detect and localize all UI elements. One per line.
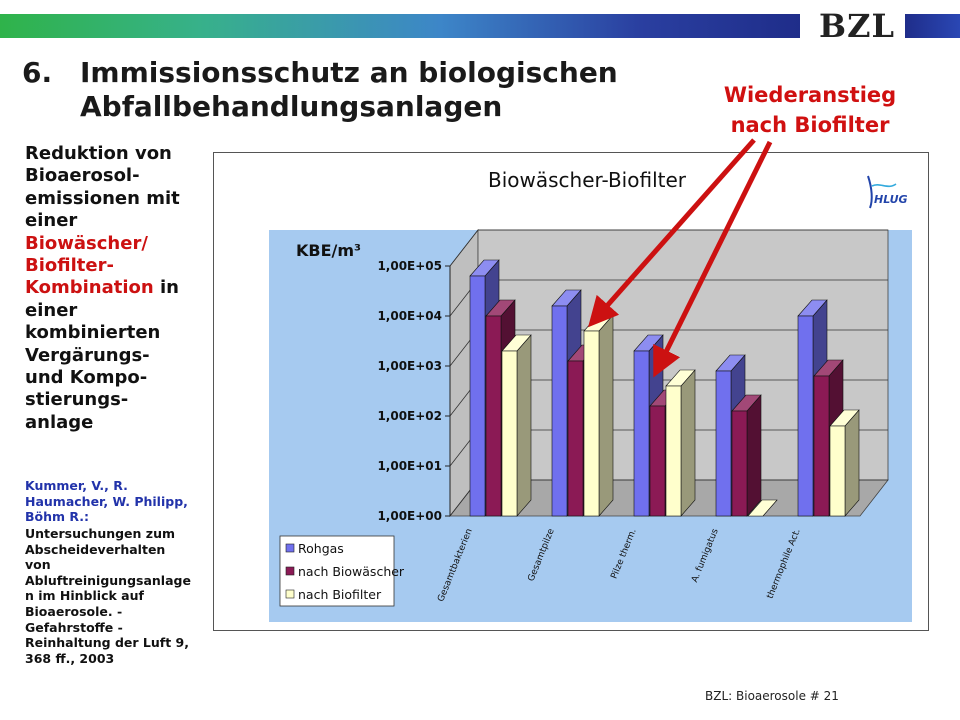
bar-front: [634, 351, 649, 516]
citation-line: Abscheideverhalten: [25, 541, 166, 557]
chart-title: Biowäscher-Biofilter: [487, 168, 687, 192]
citation-line: Gefahrstoffe -: [25, 619, 123, 635]
category-label: Gesamtbakterien: [436, 527, 475, 604]
category-label: thermophile Act.: [765, 527, 803, 601]
citation-line: Reinhaltung der Luft 9,: [25, 635, 189, 651]
citation-line: Böhm R.:: [25, 509, 89, 525]
citation-line: 368 ff., 2003: [25, 650, 115, 666]
bar: [666, 370, 695, 516]
bar: [732, 395, 761, 516]
y-tick-label: 1,00E+00: [377, 509, 442, 523]
category-label: Pilze therm.: [609, 527, 639, 581]
citation-line: von: [25, 557, 51, 573]
bar-front: [814, 376, 829, 516]
bar-side: [747, 395, 761, 516]
legend-label-rohgas: Rohgas: [298, 541, 344, 556]
legend-swatch-biowaescher: [286, 567, 294, 575]
legend-swatch-rohgas: [286, 544, 294, 552]
y-tick-label: 1,00E+03: [377, 359, 442, 373]
desc-highlight: Biowäscher/: [25, 232, 148, 254]
legend-label-biofilter: nach Biofilter: [298, 587, 382, 602]
desc-line: anlage: [25, 411, 94, 433]
bar-front: [716, 371, 731, 516]
bar-side: [599, 315, 613, 516]
citation-line: Abluftreinigungsanlage: [25, 572, 191, 588]
bar-front: [830, 426, 845, 516]
category-label: Gesamtpilze: [526, 527, 557, 584]
citation-line: Bioaerosole. -: [25, 603, 123, 619]
y-tick-label: 1,00E+01: [377, 459, 442, 473]
title-number: 6.: [22, 56, 53, 89]
desc-line: einer: [25, 299, 78, 321]
desc-line: in: [153, 277, 179, 299]
hlug-logo: [868, 176, 908, 208]
callout-line-1: Wiederanstieg: [723, 83, 897, 107]
legend: [280, 536, 405, 606]
bar-front: [798, 316, 813, 516]
citation-line: n im Hinblick auf: [25, 588, 144, 604]
desc-highlight: Biofilter-: [25, 255, 114, 277]
bar-side: [845, 410, 859, 516]
bar-side: [681, 370, 695, 516]
bar-side: [517, 335, 531, 516]
bar-front: [486, 316, 501, 516]
citation-line: Haumacher, W. Philipp,: [25, 493, 188, 509]
y-axis-label: KBE/m³: [296, 241, 362, 260]
desc-line: emissionen mit: [25, 187, 180, 209]
desc-line: einer: [25, 210, 78, 232]
bar: [830, 410, 859, 516]
callout-line-2: nach Biofilter: [730, 113, 890, 137]
hlug-logo-wave: [872, 184, 896, 186]
desc-line: Reduktion von: [25, 143, 172, 164]
bar: [584, 315, 613, 516]
bar-front: [552, 306, 567, 516]
bar-front: [470, 276, 485, 516]
desc-line: und Kompo-: [25, 367, 148, 389]
y-tick-label: 1,00E+04: [377, 309, 442, 323]
desc-line: Bioaerosol-: [25, 165, 140, 187]
y-tick-label: 1,00E+05: [377, 259, 442, 273]
y-tick-label: 1,00E+02: [377, 409, 442, 423]
footer-text: BZL: Bioaerosole # 21: [705, 689, 839, 703]
desc-highlight: Kombination: [25, 277, 154, 299]
bar-front: [732, 411, 747, 516]
desc-line: kombinierten: [25, 322, 161, 344]
bar-front: [650, 406, 665, 516]
title-line-1: Immissionsschutz an biologischen: [80, 56, 618, 89]
bar-front: [666, 386, 681, 516]
bar: [502, 335, 531, 516]
desc-line: stierungs-: [25, 389, 129, 411]
bzl-logo: BZL: [812, 8, 902, 44]
bar-front: [502, 351, 517, 516]
hlug-logo-text: HLUG: [874, 193, 908, 206]
bar-front: [568, 361, 583, 516]
hlug-logo-mark: [868, 176, 872, 208]
category-label: A. fumigatus: [690, 527, 721, 584]
citation-line: Untersuchungen zum: [25, 526, 175, 541]
citation-line: Kummer, V., R.: [25, 478, 128, 493]
title-line-2: Abfallbehandlungsanlagen: [80, 90, 503, 123]
legend-swatch-biofilter: [286, 590, 294, 598]
desc-line: Vergärungs-: [25, 344, 150, 366]
bar-front: [584, 331, 599, 516]
legend-label-biowaescher: nach Biowäscher: [298, 564, 405, 579]
